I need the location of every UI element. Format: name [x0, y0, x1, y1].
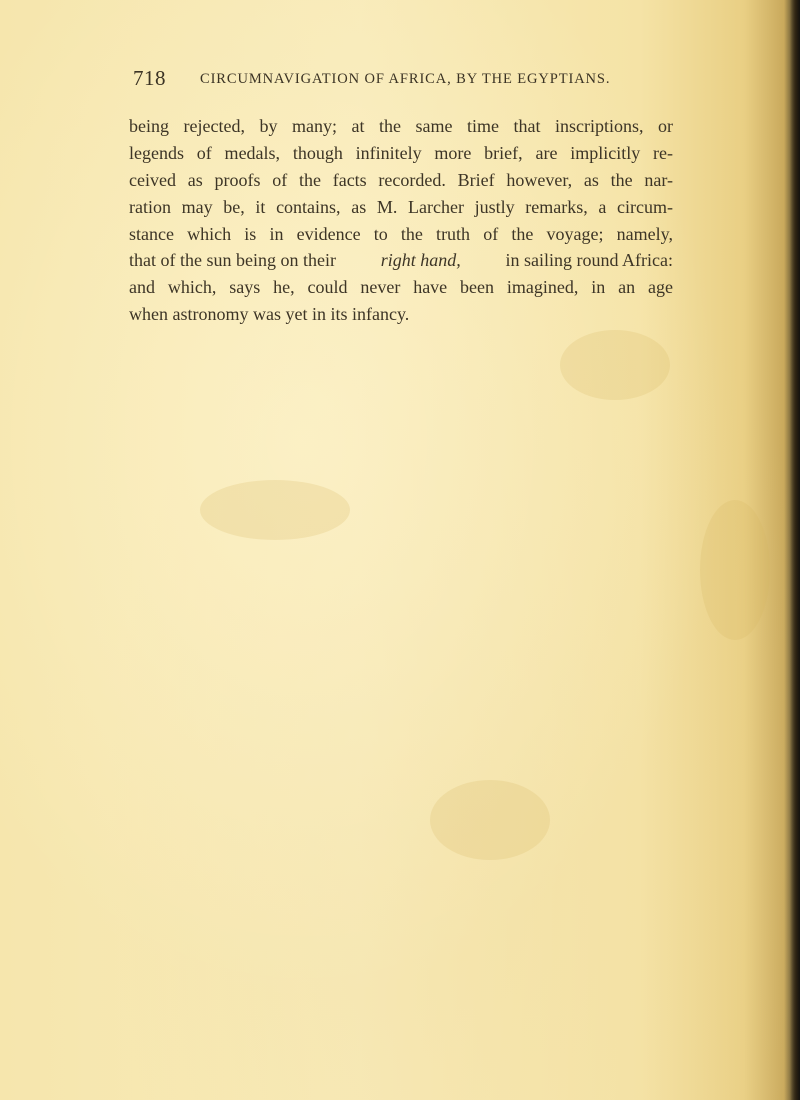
- text-line-start: that of the sun being on their: [129, 250, 336, 271]
- text-line: [129, 247, 673, 274]
- paper-stain: [200, 480, 350, 540]
- italic-phrase: right hand,: [380, 250, 461, 271]
- paper-stain: [700, 500, 770, 640]
- paper-stain: [560, 330, 670, 400]
- text-line-content: stance which is in evidence to the truth of the voyage; namely,: [129, 223, 673, 244]
- page-edge-shadow: [790, 0, 800, 1100]
- running-title: CIRCUMNAVIGATION OF AFRICA, BY THE EGYPTIANS.: [200, 71, 611, 87]
- text-line-content: ration may be, it contains, as M. Larcher justly remarks, a circum-: [129, 196, 673, 217]
- text-line-end: in sailing round Africa:: [505, 250, 673, 271]
- text-line-content: and which, says he, could never have been imagined, in an age: [129, 277, 673, 298]
- paper-stain: [430, 780, 550, 860]
- text-line-content: legends of medals, though infinitely more brief, are implicitly re-: [129, 142, 673, 163]
- text-line: [129, 167, 673, 194]
- text-line: [129, 274, 673, 301]
- text-line-content: being rejected, by many; at the same time that inscriptions, or: [129, 116, 673, 136]
- text-line-content: ceived as proofs of the facts recorded. Brief however, as the nar-: [129, 169, 673, 190]
- text-line: [129, 140, 673, 167]
- text-line-content: when astronomy was yet in its infancy.: [129, 304, 410, 325]
- body-paragraph: [129, 113, 673, 328]
- text-line: [129, 301, 673, 328]
- text-line: [129, 221, 673, 248]
- text-line: [129, 113, 673, 140]
- page-number: 718: [133, 66, 166, 90]
- running-header: [133, 66, 643, 92]
- text-line: [129, 194, 673, 221]
